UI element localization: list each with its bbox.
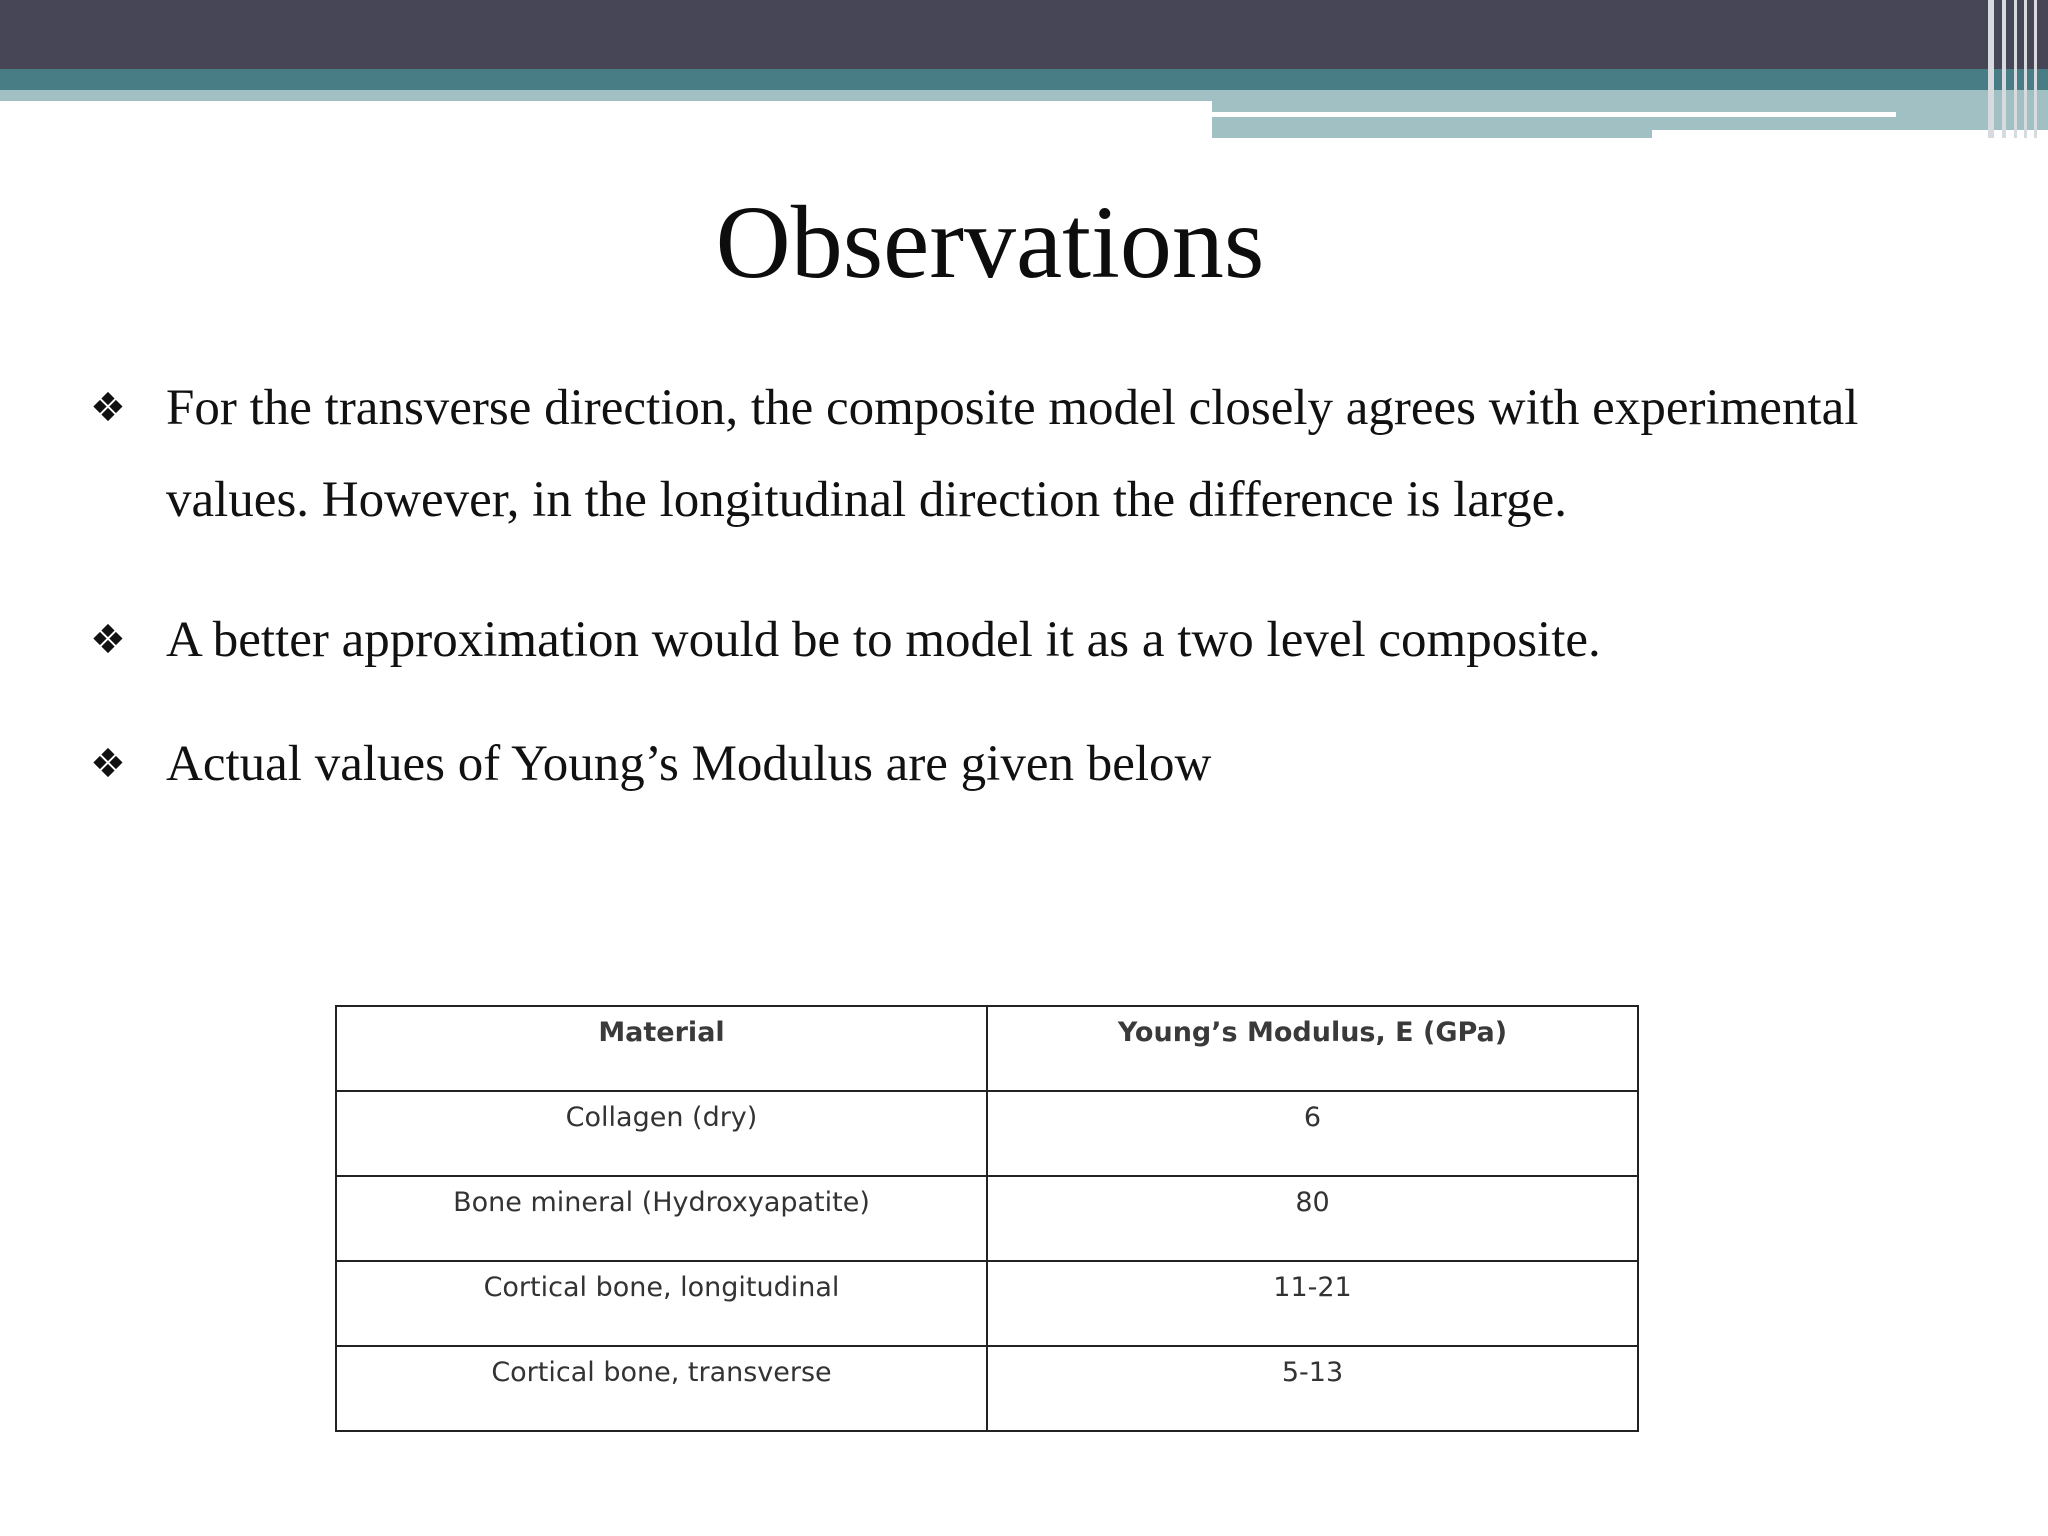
bullet-item	[90, 702, 1910, 826]
bullet-text: Actual values of Young’s Modulus are given below	[166, 736, 1212, 792]
diamond-bullet-icon: ❖	[90, 617, 126, 663]
corner-stripe	[2014, 0, 2017, 138]
material-cell: Cortical bone, longitudinal	[336, 1261, 987, 1346]
slide-title: Observations	[715, 185, 1265, 300]
corner-stripe	[2034, 0, 2037, 138]
table-row	[336, 1091, 1638, 1176]
diamond-bullet-icon: ❖	[90, 385, 126, 431]
table-row	[336, 1346, 1638, 1431]
bullet-item	[90, 362, 1910, 546]
modulus-cell: 11-21	[987, 1261, 1638, 1346]
modulus-cell: 80	[987, 1176, 1638, 1261]
bullet-item	[90, 578, 1910, 702]
corner-stripe	[2002, 0, 2006, 138]
youngs-modulus-table	[335, 1005, 1639, 1432]
column-header-modulus: Young’s Modulus, E (GPa)	[987, 1006, 1638, 1091]
corner-stripe	[2024, 0, 2027, 138]
material-cell: Cortical bone, transverse	[336, 1346, 987, 1431]
header-band-dark	[0, 0, 2048, 69]
material-cell: Bone mineral (Hydroxyapatite)	[336, 1176, 987, 1261]
corner-stripe	[1988, 0, 1994, 138]
table-row	[336, 1261, 1638, 1346]
header-accent-line	[1212, 112, 1896, 117]
bullet-text: For the transverse direction, the composite model closely agrees with experimental values. However, in the longitudinal direction the difference is large.	[166, 380, 1859, 528]
modulus-cell: 5-13	[987, 1346, 1638, 1431]
bullet-text: A better approximation would be to model it as a two level composite.	[166, 612, 1601, 668]
bullet-list	[90, 362, 1910, 826]
modulus-cell: 6	[987, 1091, 1638, 1176]
header-band-light	[0, 90, 1212, 101]
table-row	[336, 1176, 1638, 1261]
table-header-row	[336, 1006, 1638, 1091]
diamond-bullet-icon: ❖	[90, 741, 126, 787]
material-cell: Collagen (dry)	[336, 1091, 987, 1176]
column-header-material: Material	[336, 1006, 987, 1091]
header-band-teal	[0, 69, 2048, 90]
